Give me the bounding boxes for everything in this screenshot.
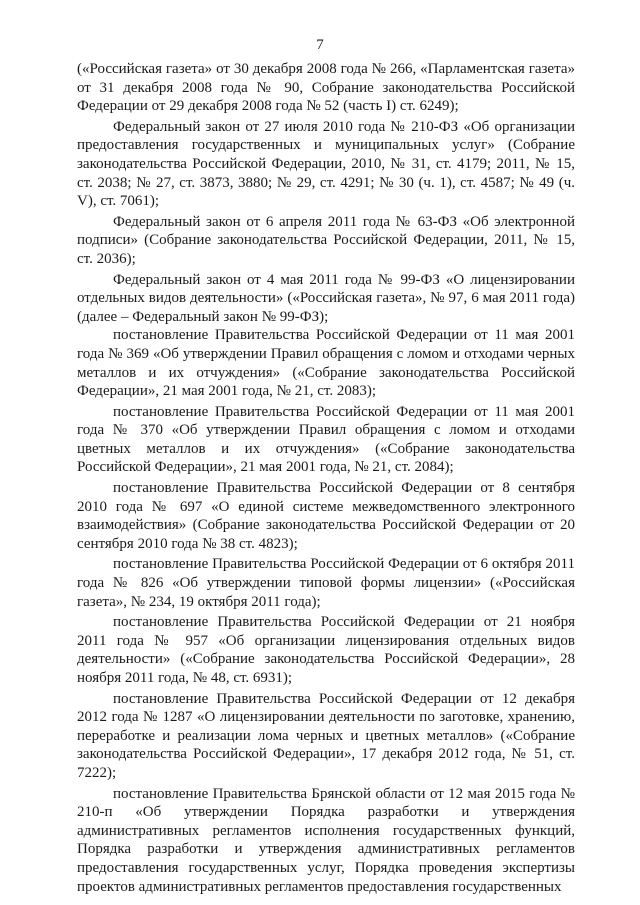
- paragraph-bryansk-210p: постановление Правительства Брянской области от 12 мая 2015 года № 210-п «Об утверждении Порядка разработки и утверждения административных регламентов исполнения государственных функций, Порядка разработки и утверждения административных регламентов предоставления государственных услуг, Порядка проведения экспертизы проектов административных регламентов предоставления государственных: [77, 785, 575, 895]
- paragraph-law-99fz: Федеральный закон от 4 мая 2011 года № 99-ФЗ «О лицензировании отдельных видов деятельности» («Российская газета», № 97, 6 мая 2011 года) (далее – Федеральный закон № 99-ФЗ);: [77, 271, 575, 325]
- paragraph-law-210fz: Федеральный закон от 27 июля 2010 года № 210-ФЗ «Об организации предоставления государственных и муниципальных услуг» (Собрание законодательства Российской Федерации, 2010, № 31, ст. 4179; 2011, № 15, ст. 2038; № 27, ст. 3873, 3880; № 29, ст. 4291; № 30 (ч. 1), ст. 4587; № 49 (ч. V), ст. 7061);: [77, 118, 575, 210]
- page-number: 7: [316, 37, 324, 53]
- paragraph-decree-1287: постановление Правительства Российской Федерации от 12 декабря 2012 года № 1287 «О лицензировании деятельности по заготовке, хранению, переработке и реализации лома черных и цветных металлов» («Собрание законодательства Российской Федерации», 17 декабря 2012 года, № 51, ст. 7222);: [77, 690, 575, 781]
- paragraph-law-63fz: Федеральный закон от 6 апреля 2011 года № 63-ФЗ «Об электронной подписи» (Собрание законодательства Российской Федерации, 2011, № 15, ст. 2036);: [77, 213, 575, 267]
- paragraph-decree-826: постановление Правительства Российской Федерации от 6 октября 2011 года № 826 «Об утверждении типовой формы лицензии» («Российская газета», № 234, 19 октября 2011 года);: [77, 556, 575, 610]
- paragraph-decree-697: постановление Правительства Российской Федерации от 8 сентября 2010 года № 697 «О единой системе межведомственного электронного взаимодействия» (Собрание законодательства Российской Федерации от 20 сентября 2010 года № 38 ст. 4823);: [77, 480, 575, 552]
- paragraph-continuation: («Российская газета» от 30 декабря 2008 года № 266, «Парламентская газета» от 31 декабря 2008 года № 90, Собрание законодательства Российской Федерации от 29 декабря 2008 года № 52 (часть I) ст. 6249);: [77, 61, 575, 115]
- document-body: [77, 60, 575, 896]
- paragraph-decree-957: постановление Правительства Российской Федерации от 21 ноября 2011 года № 957 «Об организации лицензирования отдельных видов деятельности» («Собрание законодательства Российской Федерации», 28 ноября 2011 года, № 48, ст. 6931);: [77, 614, 575, 686]
- paragraph-decree-370: постановление Правительства Российской Федерации от 11 мая 2001 года № 370 «Об утверждении Правил обращения с ломом и отходами цветных металлов и их отчуждения» («Собрание законодательства Российской Федерации», 21 мая 2001 года, № 21, ст. 2084);: [77, 403, 575, 476]
- paragraph-decree-369: постановление Правительства Российской Федерации от 11 мая 2001 года № 369 «Об утверждении Правил обращения с ломом и отходами черных металлов и их отчуждения» («Собрание законодательства Российской Федерации», 21 мая 2001 года, № 21, ст. 2083);: [77, 327, 575, 400]
